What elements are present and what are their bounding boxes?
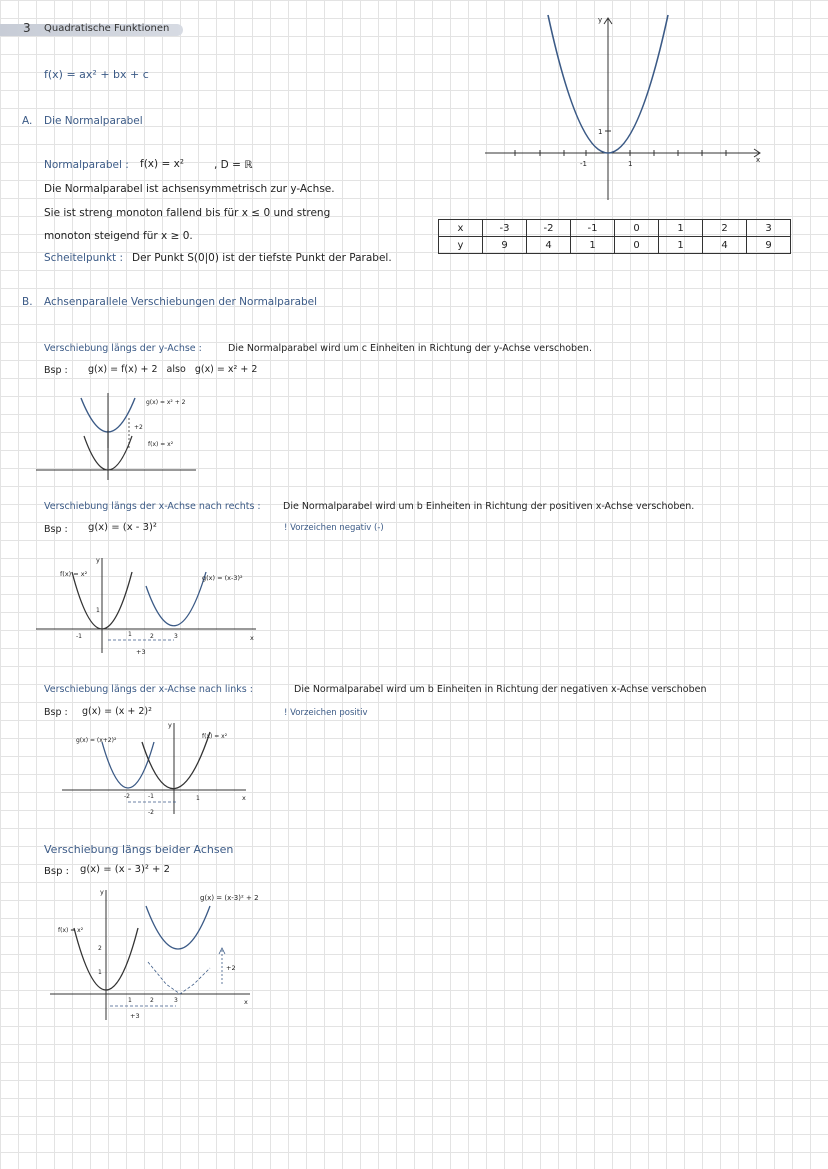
main-tick-y: 1 [598,128,603,136]
table-cell: -2 [527,220,571,237]
shift-both-tick-y: 1 [98,969,102,976]
shift-right-bsp-formula: g(x) = (x - 3)² [88,522,157,533]
section-b-letter: B. [22,296,33,308]
shift-left-g-label: g(x) = (x+2)² [76,737,117,744]
vertex-label: Scheitelpunkt : [44,252,124,264]
chapter-title: Quadratische Funktionen [44,23,170,34]
def-label: Normalparabel : [44,159,129,171]
shift-y-bsp-formula: g(x) = f(x) + 2 also g(x) = x² + 2 [88,364,258,375]
chapter-number: 3 [23,21,31,35]
main-tick-pos: 1 [628,160,633,168]
shift-left-bsp-formula: g(x) = (x + 2)² [82,706,152,717]
main-tick-neg: -1 [580,160,587,168]
def-formula: f(x) = x² [140,158,184,170]
shift-right-desc: Die Normalparabel wird um b Einheiten in Richtung der positiven x-Achse verschoben. [283,501,695,512]
table-cell: -1 [571,220,615,237]
shift-both-tick: 3 [174,997,178,1004]
shift-both-x-axis: x [244,998,248,1006]
table-cell: 4 [703,237,747,254]
mono-line-1: Sie ist streng monoton fallend bis für x ≤ 0 und streng [44,207,331,219]
shift-y-title: Verschiebung längs der y-Achse : [44,343,202,354]
sym-line: Die Normalparabel ist achsensymmetrisch zur y-Achse. [44,183,335,195]
shift-right-note: ! Vorzeichen negativ (-) [284,523,384,533]
shift-right-g-label: g(x) = (x-3)² [202,574,243,582]
shift-left-desc: Die Normalparabel wird um b Einheiten in Richtung der negativen x-Achse verschoben [294,684,707,695]
shift-right-bsp-label: Bsp : [44,524,68,535]
shift-left-bsp-label: Bsp : [44,707,68,718]
shift-left-y-axis: y [168,721,172,729]
shift-left-f-label: f(x) = x² [202,733,228,740]
value-table [438,219,791,254]
shift-both-tick: 2 [150,997,154,1004]
shift-right-tick: 2 [150,633,154,640]
section-a-letter: A. [22,115,33,127]
shift-both-graph [50,882,270,1022]
shift-right-tick: -1 [76,633,82,640]
section-a-title: Die Normalparabel [44,115,143,127]
shift-right-tick: 3 [174,633,178,640]
table-header-y: y [439,237,483,254]
shift-both-f-label: f(x) = x² [58,927,84,934]
table-header-x: x [439,220,483,237]
shift-y-shift-label: +2 [134,424,143,431]
shift-right-f-label: f(x) = x² [60,570,88,578]
shift-both-tick: 1 [128,997,132,1004]
table-cell: 0 [615,237,659,254]
shift-left-graph [62,718,262,818]
shift-both-bsp-formula: g(x) = (x - 3)² + 2 [80,864,170,875]
shift-left-note: ! Vorzeichen positiv [284,708,368,718]
shift-y-desc: Die Normalparabel wird um c Einheiten in Richtung der y-Achse verschoben. [228,343,592,354]
shift-both-title: Verschiebung längs beider Achsen [44,843,234,856]
shift-left-title: Verschiebung längs der x-Achse nach links : [44,684,253,695]
shift-both-y-axis: y [100,888,104,896]
shift-right-x-axis: x [250,634,254,642]
main-x-axis-label: x [756,156,761,164]
main-y-axis-label: y [598,16,603,24]
mono-line-2: monoton steigend für x ≥ 0. [44,230,193,242]
shift-left-tick: -1 [148,793,154,800]
shift-right-y-axis: y [96,556,100,564]
table-row-x [439,220,791,237]
shift-left-x-axis: x [242,794,246,802]
shift-right-tick: 1 [128,631,132,638]
shift-both-shift-x: +3 [130,1012,140,1020]
shift-y-f-label: f(x) = x² [148,441,174,448]
shift-both-bsp-label: Bsp : [44,866,69,877]
table-cell: 9 [483,237,527,254]
normal-parabola-graph [480,10,780,210]
table-cell: -3 [483,220,527,237]
shift-left-shift-label: -2 [148,809,154,816]
table-row-y [439,237,791,254]
shift-y-graph [36,388,206,483]
general-form: f(x) = ax² + bx + c [44,68,149,81]
shift-right-graph [36,548,266,660]
shift-left-tick: -2 [124,793,130,800]
shift-both-g-label: g(x) = (x-3)² + 2 [200,894,259,902]
shift-both-tick-y: 2 [98,945,102,952]
shift-y-g-label: g(x) = x² + 2 [146,399,186,406]
shift-right-title: Verschiebung längs der x-Achse nach rechts : [44,501,261,512]
table-cell: 3 [747,220,791,237]
shift-y-bsp-label: Bsp : [44,365,68,376]
shift-right-shift-label: +3 [136,648,146,656]
table-cell: 4 [527,237,571,254]
shift-right-tick-y: 1 [96,607,100,614]
shift-both-shift-y: +2 [226,964,236,972]
section-b-title: Achsenparallele Verschiebungen der Normalparabel [44,296,318,308]
table-cell: 1 [571,237,615,254]
table-cell: 1 [659,237,703,254]
def-domain: , D = ℝ [214,159,253,171]
vertex-text: Der Punkt S(0|0) ist der tiefste Punkt der Parabel. [132,252,392,264]
table-cell: 2 [703,220,747,237]
shift-left-tick: 1 [196,795,200,802]
table-cell: 0 [615,220,659,237]
table-cell: 1 [659,220,703,237]
table-cell: 9 [747,237,791,254]
